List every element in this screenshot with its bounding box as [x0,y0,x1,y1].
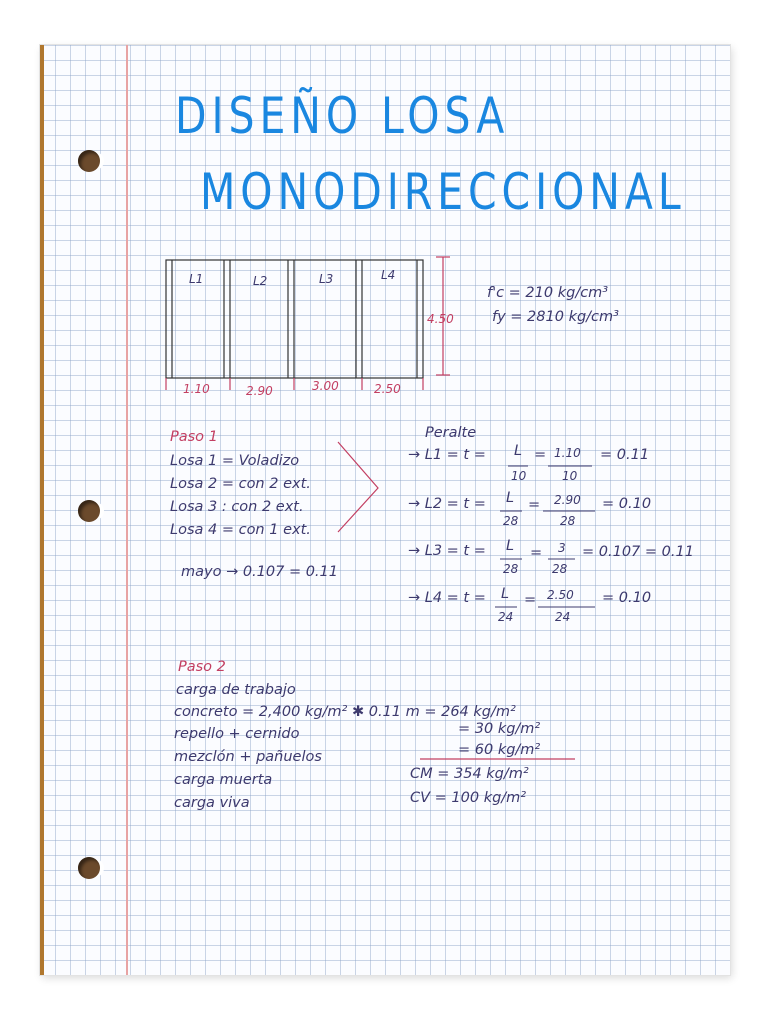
notebook-page [40,45,730,975]
mayor-value: mayo → 0.107 = 0.11 [181,564,338,580]
slab-label-l4: L4 [381,268,396,282]
slab-label-l2: L2 [253,274,268,288]
peralte-l2-result: = 0.10 [602,496,652,512]
peralte-l1-eq: = [534,447,547,463]
peralte-l3-f1num: L [506,538,515,554]
peralte-l3-f2num: 3 [558,541,566,555]
page-title-line2: MONODIRECCIONAL [200,163,686,221]
peralte-l3-f1den: 28 [503,562,519,576]
peralte-l1-f2den: 10 [562,469,578,483]
peralte-l2-eq: = [528,497,541,513]
peralte-heading: Peralte [425,425,477,441]
height-label: 4.50 [427,312,454,326]
peralte-l4-f2num: 2.50 [547,588,574,602]
carga-viva-label: carga viva [174,795,250,811]
span-label-1: 1.10 [183,382,210,396]
losa-4: Losa 4 = con 1 ext. [170,522,311,538]
peralte-l1-f1num: L [514,443,523,459]
peralte-l4-f2den: 24 [555,610,571,624]
peralte-l1-f1den: 10 [511,469,527,483]
bracket-arrow [338,442,378,532]
paso2-heading: Paso 2 [178,659,226,675]
peralte-l2-f1num: L [506,490,515,506]
fc-value: f'c = 210 kg/cm³ [487,285,609,301]
concreto-line: concreto = 2,400 kg/m² ✱ 0.11 m = 264 kg/m² [174,704,516,720]
page-title-line1: DISEÑO LOSA [175,87,510,145]
peralte-l2-f2num: 2.90 [554,493,581,507]
peralte-l3-lhs: → L3 = t = [408,543,486,559]
mezclon-value: = 60 kg/m² [458,742,541,758]
carga-viva-value: CV = 100 kg/m² [410,790,527,806]
peralte-l1-f2num: 1.10 [554,446,581,460]
peralte-l1-lhs: → L1 = t = [408,447,486,463]
peralte-l2-f2den: 28 [560,514,576,528]
peralte-l4-lhs: → L4 = t = [408,590,486,606]
peralte-l4-f1num: L [501,586,510,602]
span-label-3: 3.00 [312,379,339,393]
peralte-l4-result: = 0.10 [602,590,652,606]
peralte-l2-lhs: → L2 = t = [408,496,486,512]
losa-2: Losa 2 = con 2 ext. [170,476,311,492]
paso1-heading: Paso 1 [170,429,218,445]
losa-1: Losa 1 = Voladizo [170,453,300,469]
mezclon-label: mezclón + pañuelos [174,749,322,765]
peralte-l3-eq: = [530,545,543,561]
peralte-l3-f2den: 28 [552,562,568,576]
span-label-4: 2.50 [374,382,401,396]
peralte-l3-result: = 0.107 = 0.11 [582,544,694,560]
fy-value: fy = 2810 kg/cm³ [492,309,619,325]
slab-label-l3: L3 [319,272,334,286]
peralte-l1-result: = 0.11 [600,447,650,463]
repello-value: = 30 kg/m² [458,721,541,737]
carga-muerta-label: carga muerta [174,772,273,788]
losa-3: Losa 3 : con 2 ext. [170,499,304,515]
peralte-l2-f1den: 28 [503,514,519,528]
peralte-l4-f1den: 24 [498,610,514,624]
span-label-2: 2.90 [246,384,273,398]
carga-muerta-value: CM = 354 kg/m² [410,766,529,782]
paso2-subheading: carga de trabajo [176,682,296,698]
peralte-l4-eq: = [524,592,537,608]
slab-label-l1: L1 [189,272,204,286]
repello-label: repello + cernido [174,726,300,742]
